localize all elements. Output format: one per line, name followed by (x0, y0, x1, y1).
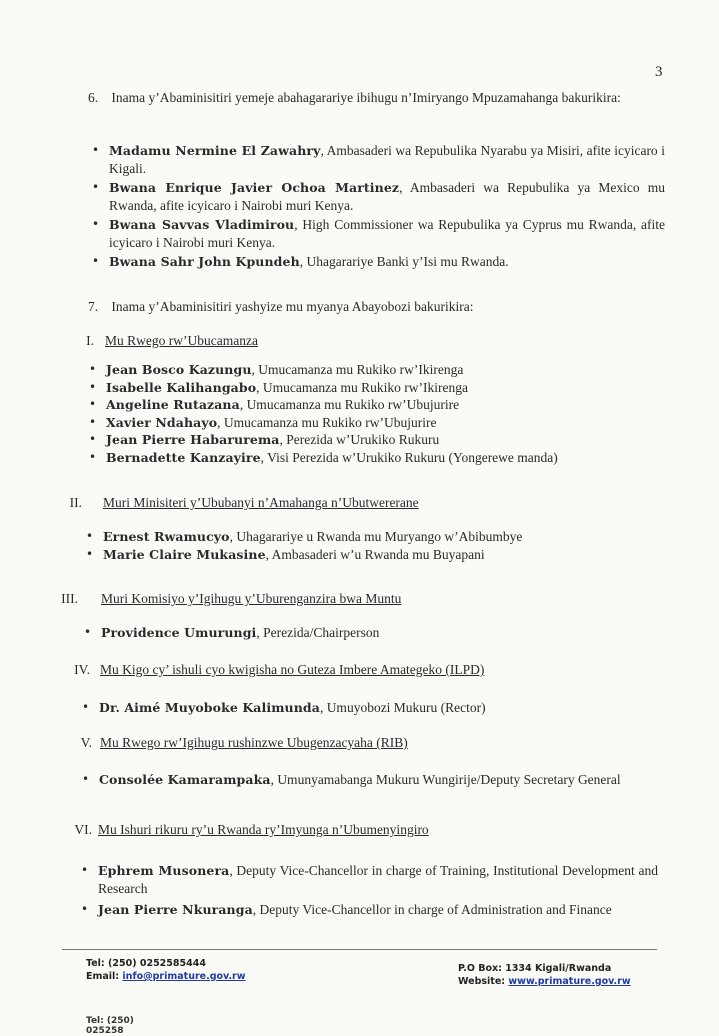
list-item: • Bwana Savvas Vladimirou, High Commissioner wa Repubulika ya Cyprus mu Rwanda, afite icyicaro i Nairobi muri Kenya. (92, 216, 665, 251)
item-7-intro (88, 297, 668, 316)
section-roman: I. (86, 333, 94, 348)
footer-pobox: P.O Box: 1334 Kigali/Rwanda (458, 963, 612, 974)
section-4-list (82, 699, 669, 717)
section-title: Mu Ishuri rikuru ry’u Rwanda ry’Imyunga n’Ubumenyingiro (98, 822, 429, 837)
section-title: Mu Rwego rw’Ubucamanza (105, 333, 258, 348)
item-6-text: Inama y’Abaminisitiri yemeje abahagarariye ibihugu n’Imiryango Mpuzamahanga bakurikira: (111, 90, 621, 105)
footer-tel: Tel: (250) 0252585444 (86, 958, 206, 969)
section-roman: IV. (74, 662, 90, 677)
list-item: • Madamu Nermine El Zawahry, Ambasaderi wa Repubulika Nyarabu ya Misiri, afite icyicaro i Kigali. (92, 142, 665, 177)
list-item: • Xavier Ndahayo, Umucamanza mu Rukiko rw’Ubujurire (89, 414, 669, 432)
email-link[interactable]: info@primature.gov.rw (122, 971, 246, 982)
section-roman: V. (80, 735, 92, 750)
list-item: • Bwana Sahr John Kpundeh, Uhagarariye Banki y’Isi mu Rwanda. (92, 253, 665, 271)
section-roman: II. (69, 495, 82, 510)
section-1-list (89, 361, 669, 466)
footer-contact (86, 957, 246, 983)
section-title: Mu Rwego rw’Igihugu rushinzwe Ubugenzacyaha (RIB) (100, 735, 408, 750)
item-7-number: 7. (88, 299, 99, 314)
section-roman: VI. (74, 822, 92, 837)
page-number: 3 (655, 64, 663, 80)
list-item: • Jean Pierre Nkuranga, Deputy Vice-Chancellor in charge of Administration and Finance (81, 901, 658, 919)
section-5-list (82, 771, 658, 789)
section-3-list (84, 624, 669, 642)
item-6-intro (88, 88, 668, 107)
list-item: • Jean Pierre Habarurema, Perezida w’Urukiko Rukuru (89, 431, 669, 449)
list-item: • Jean Bosco Kazungu, Umucamanza mu Rukiko rw’Ikirenga (89, 361, 669, 379)
footer-address (458, 962, 631, 988)
list-item: • Bwana Enrique Javier Ochoa Martinez, Ambasaderi wa Repubulika ya Mexico mu Rwanda, afite icyicaro i Nairobi muri Kenya. (92, 179, 665, 214)
footer-website-row: Website: www.primature.gov.rw (458, 976, 631, 987)
website-link[interactable]: www.primature.gov.rw (508, 976, 631, 987)
item-6-number: 6. (88, 90, 99, 105)
list-item: • Ernest Rwamucyo, Uhagarariye u Rwanda mu Muryango w’Abibumbye (86, 528, 669, 546)
list-item: • Dr. Aimé Muyoboke Kalimunda, Umuyobozi Mukuru (Rector) (82, 699, 669, 717)
list-item: • Ephrem Musonera, Deputy Vice-Chancellor in charge of Training, Institutional Development and Research (81, 862, 658, 897)
list-item: • Isabelle Kalihangabo, Umucamanza mu Rukiko rw’Ikirenga (89, 379, 669, 397)
item-7-text: Inama y’Abaminisitiri yashyize mu myanya Abayobozi bakurikira: (111, 299, 474, 314)
section-6-list (81, 862, 658, 919)
section-title: Muri Komisiyo y’Igihugu y’Uburenganzira bwa Muntu (101, 591, 402, 606)
section-title: Mu Kigo cy’ ishuli cyo kwigisha no Guteza Imbere Amategeko (ILPD) (100, 662, 485, 677)
list-item: • Bernadette Kanzayire, Visi Perezida w’Urukiko Rukuru (Yongerewe manda) (89, 449, 669, 467)
item-6-list (92, 142, 665, 271)
footer-email-row: Email: info@primature.gov.rw (86, 971, 246, 982)
footer-divider (62, 949, 657, 950)
list-item: • Providence Umurungi, Perezida/Chairperson (84, 624, 669, 642)
section-title: Muri Minisiteri y’Ububanyi n’Amahanga n’Ubutwererane (103, 495, 419, 510)
section-2-list (86, 528, 669, 563)
section-roman: III. (61, 591, 78, 606)
list-item: • Consolée Kamarampaka, Umunyamabanga Mukuru Wungirije/Deputy Secretary General (82, 771, 658, 789)
list-item: • Angeline Rutazana, Umucamanza mu Rukiko rw’Ubujurire (89, 396, 669, 414)
list-item: • Marie Claire Mukasine, Ambasaderi w’u Rwanda mu Buyapani (86, 546, 669, 564)
next-page-footer-fragment: Tel: (250) 025258 (86, 1016, 134, 1036)
